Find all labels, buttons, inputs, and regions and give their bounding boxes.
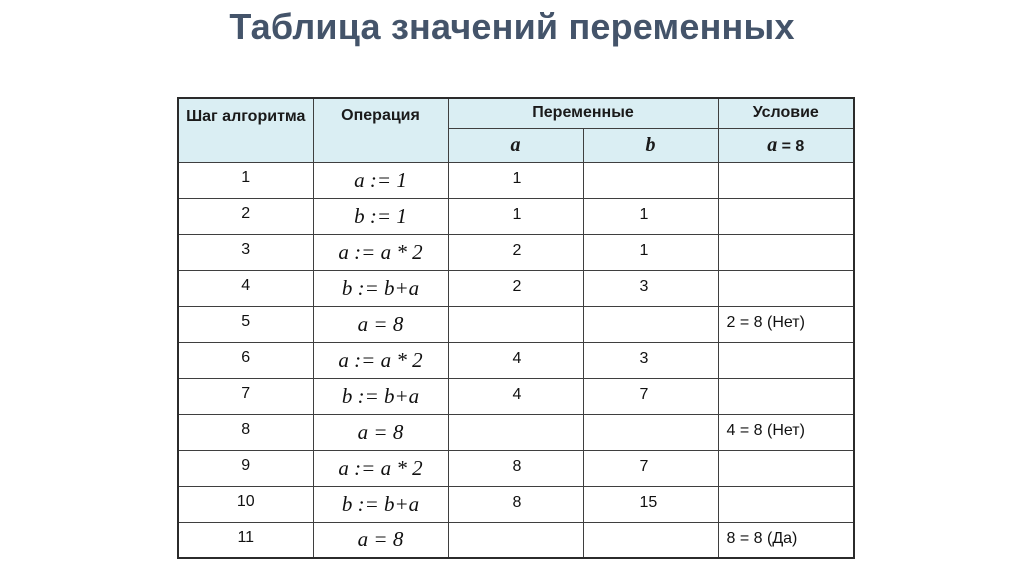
cell-step: 11 bbox=[178, 522, 313, 558]
table-row bbox=[178, 270, 854, 306]
cell-step: 10 bbox=[178, 486, 313, 522]
cell-operation: b := 1 bbox=[313, 198, 448, 234]
cell-step: 1 bbox=[178, 162, 313, 198]
cell-var-b: 15 bbox=[583, 486, 718, 522]
cell-operation: b := b+a bbox=[313, 486, 448, 522]
cell-condition bbox=[718, 234, 854, 270]
cell-var-b: 1 bbox=[583, 198, 718, 234]
cell-condition: 4 = 8 (Нет) bbox=[718, 414, 854, 450]
cell-condition bbox=[718, 198, 854, 234]
cell-condition: 2 = 8 (Нет) bbox=[718, 306, 854, 342]
cell-condition: 8 = 8 (Да) bbox=[718, 522, 854, 558]
cell-var-a bbox=[448, 306, 583, 342]
cell-var-a: 8 bbox=[448, 450, 583, 486]
variables-table bbox=[177, 97, 855, 559]
cell-operation: b := b+a bbox=[313, 378, 448, 414]
cell-var-b bbox=[583, 306, 718, 342]
cell-var-b: 7 bbox=[583, 450, 718, 486]
cell-step: 5 bbox=[178, 306, 313, 342]
cell-operation: a = 8 bbox=[313, 414, 448, 450]
table-row bbox=[178, 450, 854, 486]
cell-condition bbox=[718, 486, 854, 522]
cell-var-b bbox=[583, 162, 718, 198]
cell-step: 7 bbox=[178, 378, 313, 414]
table-row bbox=[178, 486, 854, 522]
page-title: Таблица значений переменных bbox=[229, 6, 795, 47]
cell-var-b: 3 bbox=[583, 270, 718, 306]
table-row bbox=[178, 198, 854, 234]
cell-operation: b := b+a bbox=[313, 270, 448, 306]
table-row bbox=[178, 522, 854, 558]
cell-step: 4 bbox=[178, 270, 313, 306]
header-condition-var: a bbox=[767, 133, 778, 156]
cell-var-a bbox=[448, 522, 583, 558]
cell-condition bbox=[718, 342, 854, 378]
table-row bbox=[178, 162, 854, 198]
table-row bbox=[178, 234, 854, 270]
cell-step: 8 bbox=[178, 414, 313, 450]
cell-operation: a = 8 bbox=[313, 306, 448, 342]
cell-var-a bbox=[448, 414, 583, 450]
cell-condition bbox=[718, 378, 854, 414]
cell-operation: a = 8 bbox=[313, 522, 448, 558]
header-condition-rest: = 8 bbox=[777, 137, 805, 155]
header-step: Шаг алгоритма bbox=[178, 98, 313, 162]
table-row bbox=[178, 342, 854, 378]
header-var-a: a bbox=[448, 128, 583, 162]
cell-var-a: 4 bbox=[448, 378, 583, 414]
cell-step: 6 bbox=[178, 342, 313, 378]
cell-operation: a := a * 2 bbox=[313, 342, 448, 378]
header-condition-expr bbox=[718, 128, 854, 162]
cell-var-b bbox=[583, 522, 718, 558]
cell-condition bbox=[718, 270, 854, 306]
cell-operation: a := a * 2 bbox=[313, 450, 448, 486]
cell-var-a: 2 bbox=[448, 270, 583, 306]
cell-operation: a := a * 2 bbox=[313, 234, 448, 270]
cell-var-b: 7 bbox=[583, 378, 718, 414]
table-row bbox=[178, 306, 854, 342]
header-variables: Переменные bbox=[448, 98, 718, 128]
cell-var-b bbox=[583, 414, 718, 450]
table-row bbox=[178, 414, 854, 450]
header-var-b: b bbox=[583, 128, 718, 162]
cell-step: 3 bbox=[178, 234, 313, 270]
cell-operation: a := 1 bbox=[313, 162, 448, 198]
cell-step: 9 bbox=[178, 450, 313, 486]
cell-var-a: 8 bbox=[448, 486, 583, 522]
cell-condition bbox=[718, 162, 854, 198]
table-row bbox=[178, 378, 854, 414]
cell-condition bbox=[718, 450, 854, 486]
cell-var-b: 3 bbox=[583, 342, 718, 378]
cell-var-a: 1 bbox=[448, 162, 583, 198]
cell-var-b: 1 bbox=[583, 234, 718, 270]
header-operation: Операция bbox=[313, 98, 448, 162]
header-condition: Условие bbox=[718, 98, 854, 128]
cell-var-a: 2 bbox=[448, 234, 583, 270]
cell-step: 2 bbox=[178, 198, 313, 234]
cell-var-a: 1 bbox=[448, 198, 583, 234]
cell-var-a: 4 bbox=[448, 342, 583, 378]
